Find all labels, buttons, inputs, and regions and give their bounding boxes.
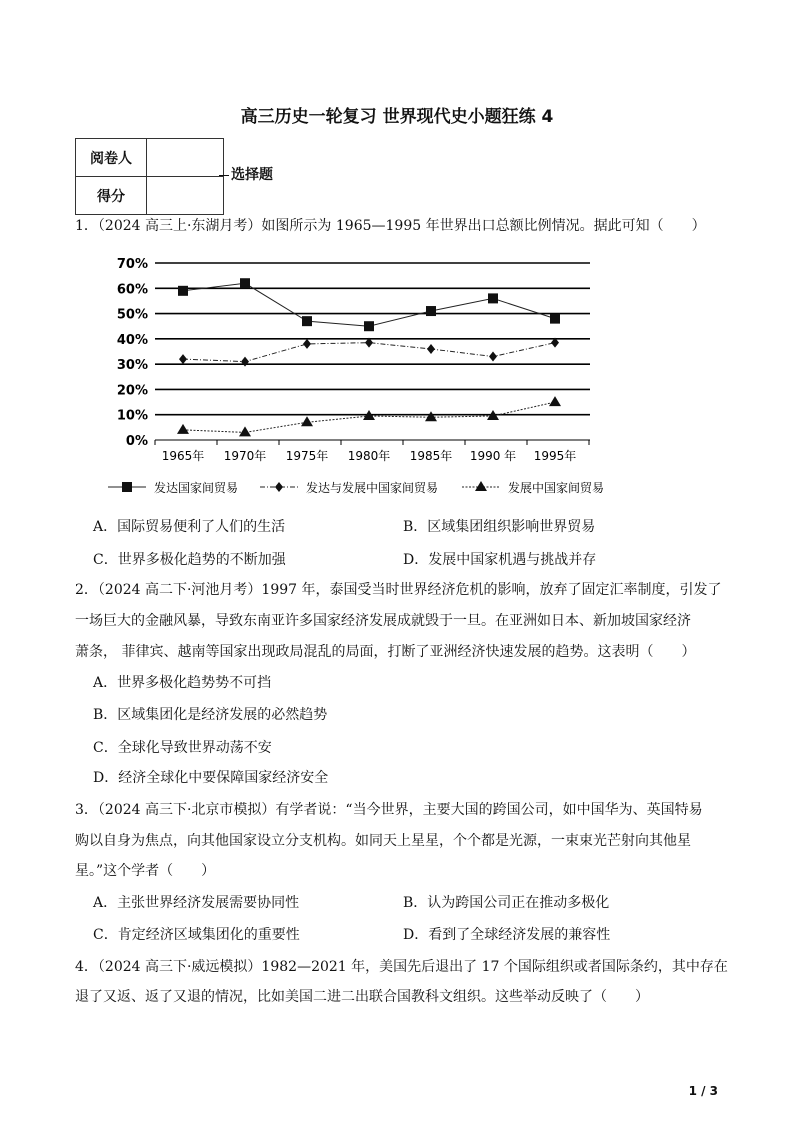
q1-option-a[interactable]: A．国际贸易便利了人们的生活 (93, 519, 286, 535)
q3-stem-line1: 3．（2024 高三下·北京市模拟）有学者说：“当今世界，主要大国的跨国公司，如中国华为、英国特易 (75, 802, 703, 818)
series-2-point (179, 354, 187, 364)
series-1-point (550, 314, 560, 324)
x-tick-label: 1970年 (223, 449, 267, 463)
reviewer-label: 阅卷人 (76, 139, 147, 177)
y-tick-label: 30% (116, 358, 148, 374)
q2-stem-line1: 2．（2024 高二下·河池月考）1997 年，泰国受当时世界经济危机的影响，放弃了固定汇率制度，引发了 (75, 582, 722, 598)
series-2-point (303, 339, 311, 349)
y-tick-label: 50% (116, 307, 148, 323)
q3-stem-line2: 购以自身为焦点，向其他国家设立分支机构。如同天上星星，个个都是光源，一束束光芒射向其他星 (75, 833, 691, 849)
page-title: 高三历史一轮复习 世界现代史小题狂练 4 (240, 107, 554, 127)
legend-marker (475, 481, 487, 491)
series-1-point (488, 293, 498, 303)
series-3-point (301, 416, 313, 426)
q1-stem: 1．（2024 高三上·东湖月考）如图所示为 1965—1995 年世界出口总额比例情况。据此可知（ ） (75, 218, 706, 234)
q2-option-d[interactable]: D．经济全球化中要保障国家经济安全 (93, 770, 329, 786)
series-3-point (177, 424, 189, 434)
legend-label: 发展中国家间贸易 (508, 481, 605, 495)
page-number: 1 / 3 (688, 1084, 718, 1098)
y-tick-label: 0% (125, 434, 148, 449)
series-2-point (489, 352, 497, 362)
series-1-point (240, 278, 250, 288)
q1-option-b[interactable]: B．区域集团组织影响世界贸易 (403, 519, 596, 535)
export-ratio-chart (100, 250, 620, 500)
score-cell (147, 177, 224, 215)
score-label: 得分 (76, 177, 147, 215)
x-tick-label: 1985年 (409, 449, 453, 463)
x-tick-label: 1965年 (161, 449, 205, 463)
q4-stem-line1: 4．（2024 高三下·威远模拟）1982—2021 年，美国先后退出了 17 个国际组织或者国际条约，其中存在 (75, 959, 728, 975)
series-3-point (549, 396, 561, 406)
q3-option-a[interactable]: A．主张世界经济发展需要协同性 (93, 895, 300, 911)
x-tick-label: 1975年 (285, 449, 329, 463)
x-tick-label: 1990 年 (469, 449, 517, 463)
y-tick-label: 20% (116, 383, 148, 399)
score-table (75, 138, 224, 215)
series-3-point (239, 426, 251, 436)
y-tick-label: 10% (116, 408, 148, 424)
series-2-point (241, 357, 249, 367)
q3-option-d[interactable]: D．看到了全球经济发展的兼容性 (403, 927, 611, 943)
y-tick-label: 60% (116, 282, 148, 298)
q2-stem-line2: 一场巨大的金融风暴，导致东南亚许多国家经济发展成就毁于一旦。在亚洲如日本、新加坡国家经济 (75, 613, 691, 629)
q2-option-b[interactable]: B．区域集团化是经济发展的必然趋势 (93, 707, 328, 723)
legend-marker (275, 482, 283, 492)
q4-stem-line2: 退了又返、返了又退的情况，比如美国二进二出联合国教科文组织。这些举动反映了（ ） (75, 989, 649, 1005)
section-title: 选择题 (231, 167, 273, 183)
legend-label: 发达国家间贸易 (154, 481, 239, 495)
x-tick-label: 1995年 (533, 449, 577, 463)
q1-option-c[interactable]: C．世界多极化趋势的不断加强 (93, 552, 286, 568)
q1-option-d[interactable]: D．发展中国家机遇与挑战并存 (403, 552, 597, 568)
series-1-point (426, 306, 436, 316)
y-tick-label: 40% (116, 332, 148, 348)
section-heading (222, 166, 273, 184)
q3-option-c[interactable]: C．肯定经济区域集团化的重要性 (93, 927, 300, 943)
y-tick-label: 70% (116, 257, 148, 272)
legend-marker (122, 482, 132, 492)
q3-option-b[interactable]: B．认为跨国公司正在推动多极化 (403, 895, 610, 911)
series-line-1 (183, 283, 555, 326)
q2-stem-line3: 萧条， 菲律宾、越南等国家出现政局混乱的局面，打断了亚洲经济快速发展的趋势。这表明（ ） (75, 644, 696, 660)
legend-label: 发达与发展中国家间贸易 (306, 481, 439, 495)
series-1-point (178, 286, 188, 296)
series-2-point (427, 344, 435, 354)
series-3-point (425, 411, 437, 421)
q2-option-a[interactable]: A．世界多极化趋势势不可挡 (93, 675, 272, 691)
q3-stem-line3: 星。”这个学者（ ） (75, 863, 216, 879)
reviewer-cell (147, 139, 224, 177)
q2-option-c[interactable]: C．全球化导致世界动荡不安 (93, 740, 272, 756)
series-1-point (302, 316, 312, 326)
x-tick-label: 1980年 (347, 449, 391, 463)
series-1-point (364, 321, 374, 331)
